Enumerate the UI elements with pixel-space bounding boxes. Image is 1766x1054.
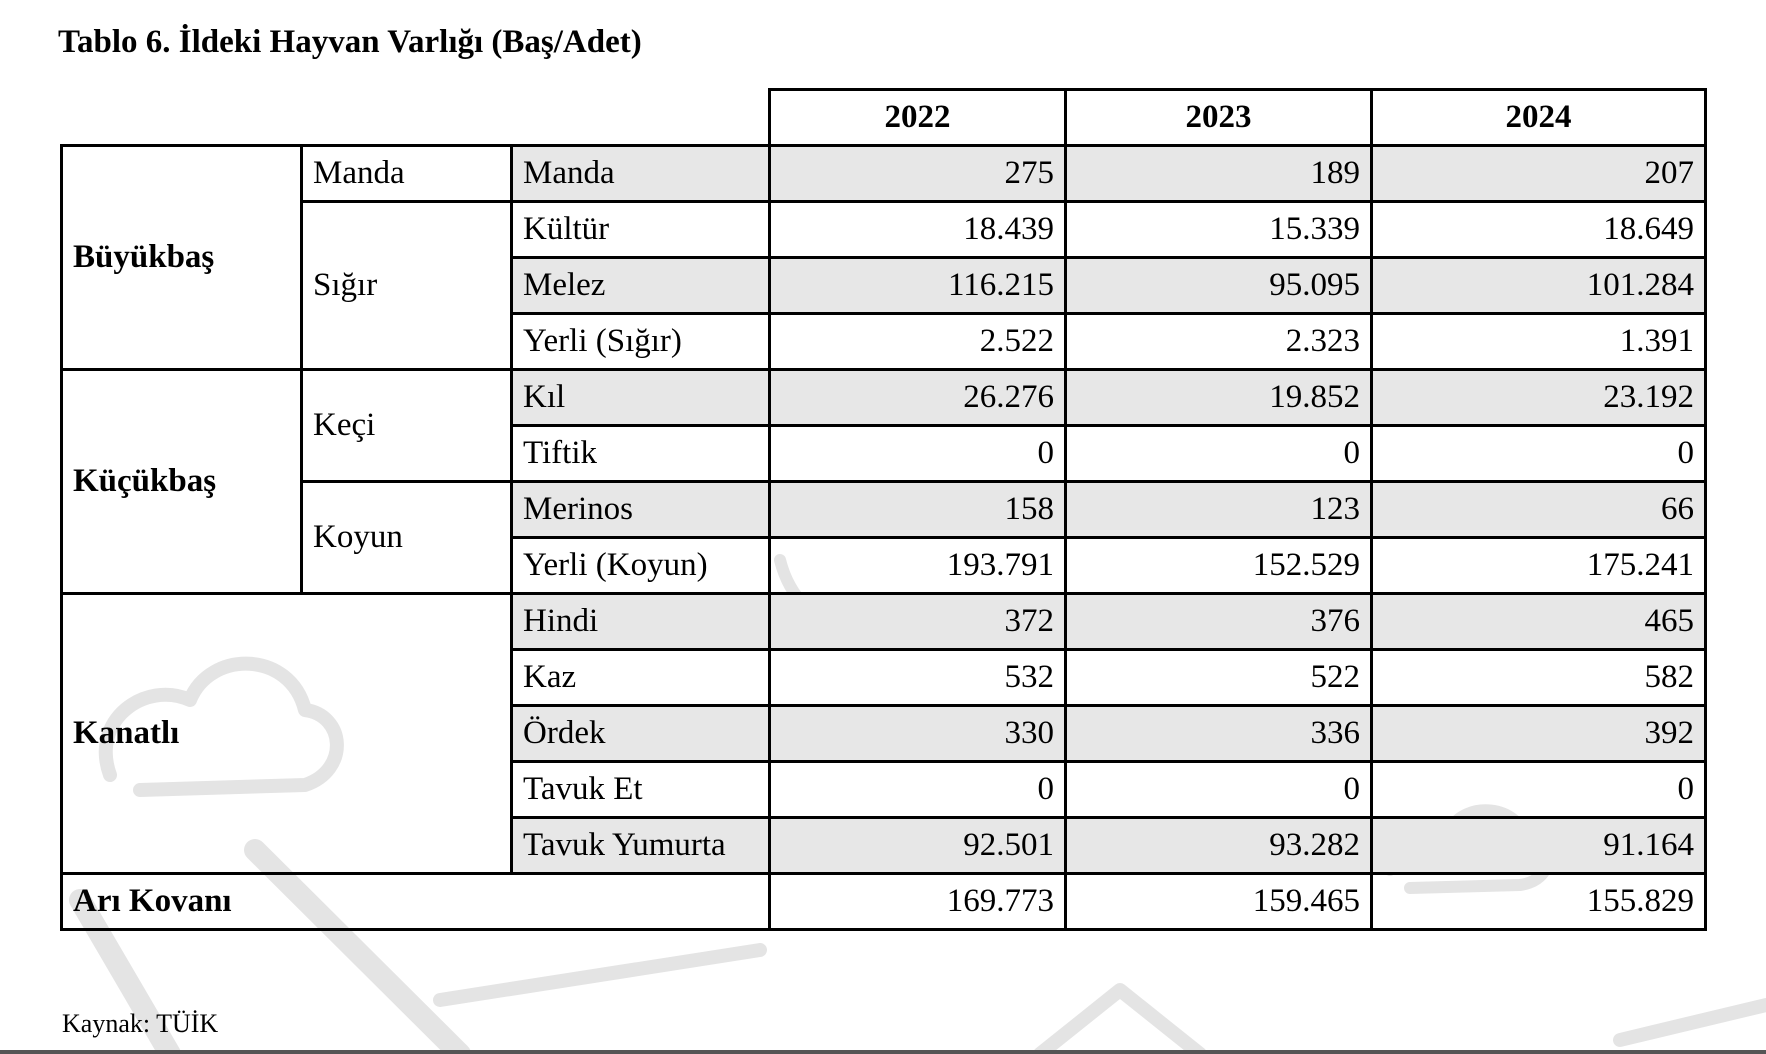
cell-value: 522	[1066, 650, 1372, 706]
cell-value: 175.241	[1372, 538, 1706, 594]
group-label-kucukbas: Küçükbaş	[62, 370, 302, 594]
cell-value: 392	[1372, 706, 1706, 762]
table-row	[62, 594, 1706, 650]
cell-value: 189	[1066, 146, 1372, 202]
year-header-2022: 2022	[770, 90, 1066, 146]
diagonal-shape	[440, 950, 760, 1000]
cell-value: 2.323	[1066, 314, 1372, 370]
cell-value: 66	[1372, 482, 1706, 538]
cell-value: 158	[770, 482, 1066, 538]
table-row	[62, 874, 1706, 930]
year-header-2024: 2024	[1372, 90, 1706, 146]
row-label: Kültür	[512, 202, 770, 258]
cell-value: 532	[770, 650, 1066, 706]
row-label: Yerli (Sığır)	[512, 314, 770, 370]
cell-value: 1.391	[1372, 314, 1706, 370]
cell-value: 19.852	[1066, 370, 1372, 426]
cell-value: 207	[1372, 146, 1706, 202]
row-label: Merinos	[512, 482, 770, 538]
cell-value: 169.773	[770, 874, 1066, 930]
row-label: Tiftik	[512, 426, 770, 482]
livestock-table	[60, 88, 1707, 931]
diagonal-shape	[1040, 990, 1200, 1054]
cell-value: 465	[1372, 594, 1706, 650]
source-note: Kaynak: TÜİK	[62, 1009, 219, 1038]
row-label: Tavuk Et	[512, 762, 770, 818]
cell-value: 376	[1066, 594, 1372, 650]
cell-value: 155.829	[1372, 874, 1706, 930]
table-row	[62, 370, 1706, 426]
row-label: Kıl	[512, 370, 770, 426]
group-label-ari-kovani: Arı Kovanı	[62, 874, 770, 930]
cell-value: 93.282	[1066, 818, 1372, 874]
row-label: Manda	[512, 146, 770, 202]
cell-value: 95.095	[1066, 258, 1372, 314]
table-row	[62, 482, 1706, 538]
subgroup-label-manda: Manda	[302, 146, 512, 202]
row-label: Melez	[512, 258, 770, 314]
row-label: Hindi	[512, 594, 770, 650]
cell-value: 582	[1372, 650, 1706, 706]
cell-value: 0	[1066, 426, 1372, 482]
cell-value: 26.276	[770, 370, 1066, 426]
cell-value: 15.339	[1066, 202, 1372, 258]
row-label: Yerli (Koyun)	[512, 538, 770, 594]
cell-value: 2.522	[770, 314, 1066, 370]
cell-value: 101.284	[1372, 258, 1706, 314]
table-title: Tablo 6. İldeki Hayvan Varlığı (Baş/Adet)	[58, 24, 642, 60]
cell-value: 330	[770, 706, 1066, 762]
subgroup-label-koyun: Koyun	[302, 482, 512, 594]
group-label-kanatli: Kanatlı	[62, 594, 512, 874]
cell-value: 91.164	[1372, 818, 1706, 874]
cell-value: 0	[1066, 762, 1372, 818]
cell-value: 116.215	[770, 258, 1066, 314]
cell-value: 372	[770, 594, 1066, 650]
cell-value: 159.465	[1066, 874, 1372, 930]
year-header-2023: 2023	[1066, 90, 1372, 146]
row-label: Tavuk Yumurta	[512, 818, 770, 874]
cell-value: 193.791	[770, 538, 1066, 594]
cell-value: 18.649	[1372, 202, 1706, 258]
diagonal-shape	[1620, 1005, 1766, 1040]
cell-value: 152.529	[1066, 538, 1372, 594]
subgroup-label-sigir: Sığır	[302, 202, 512, 370]
cell-value: 336	[1066, 706, 1372, 762]
cell-value: 0	[1372, 762, 1706, 818]
cell-value: 0	[1372, 426, 1706, 482]
cell-value: 23.192	[1372, 370, 1706, 426]
cell-value: 92.501	[770, 818, 1066, 874]
page-bottom-edge	[0, 1050, 1766, 1054]
header-row	[62, 90, 1706, 146]
cell-value: 275	[770, 146, 1066, 202]
cell-value: 0	[770, 762, 1066, 818]
row-label: Ördek	[512, 706, 770, 762]
row-label: Kaz	[512, 650, 770, 706]
cell-value: 123	[1066, 482, 1372, 538]
cell-value: 0	[770, 426, 1066, 482]
table-row	[62, 202, 1706, 258]
subgroup-label-keci: Keçi	[302, 370, 512, 482]
table-row	[62, 146, 1706, 202]
cell-value: 18.439	[770, 202, 1066, 258]
group-label-buyukbas: Büyükbaş	[62, 146, 302, 370]
